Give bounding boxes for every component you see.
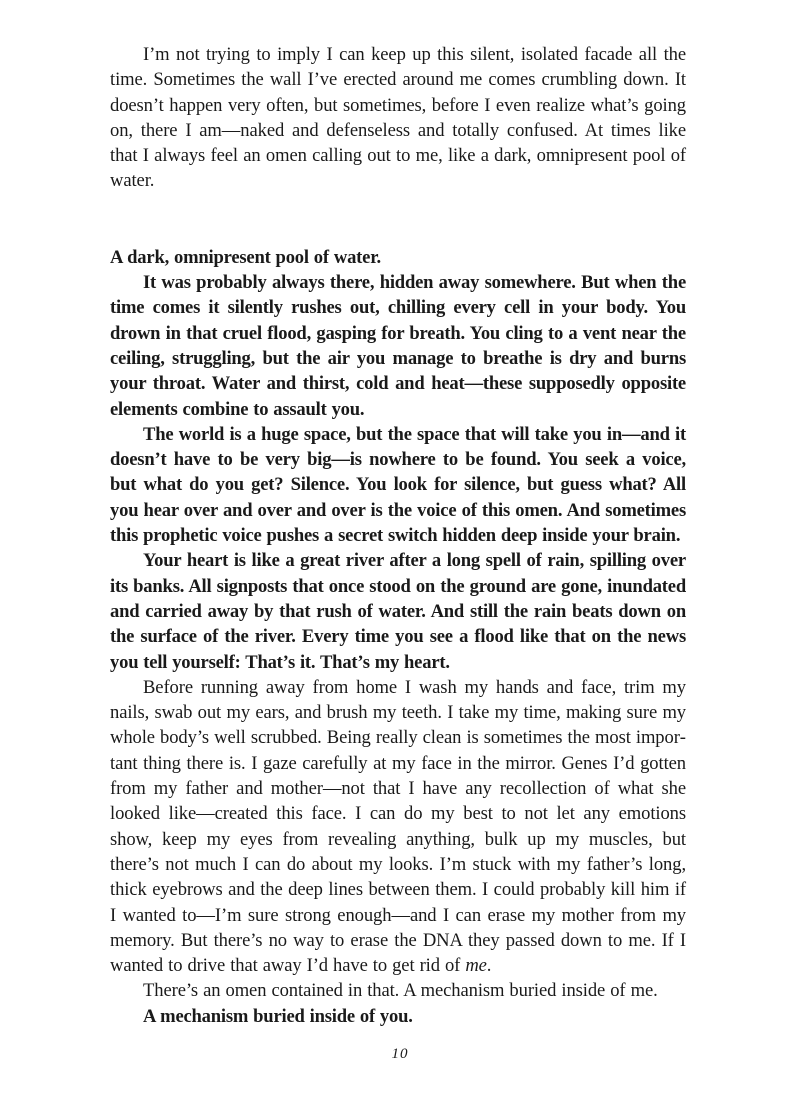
paragraph-mechanism-inside-you: A mechanism buried inside of you.: [143, 1005, 413, 1027]
paragraph-running-away-end: .: [486, 955, 492, 977]
paragraph-omen-contained: There’s an omen contained in that. A mechanism buried inside of me.: [143, 980, 658, 1002]
emphasis-me: me: [465, 955, 487, 977]
paragraph-huge-space: The world is a huge space, but the space that will take you in—and it doesn’t have to be very big—is nowhere to be found. You seek a voice, but what do you get? Silence. You look for silence, but guess what? All you hear over and over and over is the voice of this omen. And sometimes this prophetic voice pushes a secret switch hidden deep inside your brain.: [110, 423, 686, 547]
paragraph-rushes-out: It was probably always there, hidden away somewhere. But when the time comes it silently rushes out, chilling every cell in your body. You drown in that cruel flood, gasping for breath. You cling to a vent near the ceiling, struggling, but the air you manage to breathe is dry and burns your throat. Water and thirst, cold and heat—these supposedly opposite elements combine to assault you.: [110, 272, 686, 420]
paragraph-running-away: [110, 675, 686, 979]
section-break: [110, 194, 686, 245]
paragraph-silent-facade: I’m not trying to imply I can keep up this silent, isolated facade all the time. Sometimes the wall I’ve erected around me comes crumbling down. It doesn’t happen very often, but sometimes, before I even realize what’s going on, there I am—naked and defenseless and totally confused. At times like that I always feel an omen calling out to me, like a dark, omnipresent pool of water.: [110, 44, 686, 192]
paragraph-running-away-text: Before running away from home I wash my hands and face, trim my nails, swab out my ears, and brush my teeth. I take my time, making sure my whole body’s well scrubbed. Being really clean is sometimes the most important thing there is. I gaze carefully at my face in the mirror. Genes I’d gotten from my father and mother—not that I have any recollection of what she looked like—created this face. I can do my best to not let any emotions show, keep my eyes from revealing anything, bulk up my muscles, but there’s not much I can do about my looks. I’m stuck with my father’s long, thick eyebrows and the deep lines between them. I could probably kill him if I wanted to—I’m sure strong enough—and I can erase my mother from my memory. But there’s no way to erase the DNA they passed down to me. If I wanted to drive that away I’d have to get rid of: [110, 676, 686, 977]
book-page-text: [110, 42, 686, 1029]
paragraph-dark-pool-heading: A dark, omnipresent pool of water.: [110, 246, 382, 268]
paragraph-great-river: Your heart is like a great river after a long spell of rain, spilling over its banks. All signposts that once stood on the ground are gone, inundated and carried away by that rush of water. And still the rain beats down on the surface of the river. Every time you see a flood like that on the news you tell yourself: That’s it. That’s my heart.: [110, 550, 686, 673]
page-number: 10: [391, 1046, 409, 1062]
